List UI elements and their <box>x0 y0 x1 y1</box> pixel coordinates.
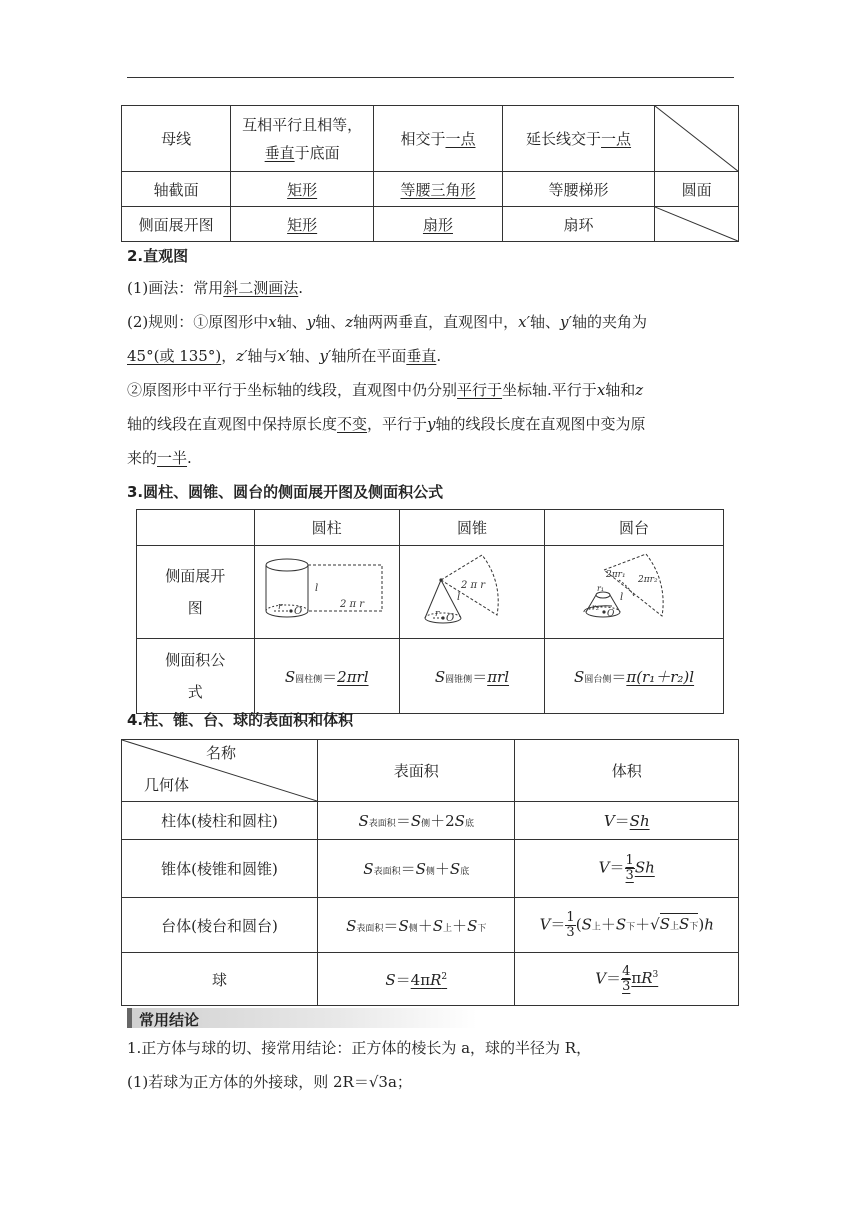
table-cell <box>231 207 374 242</box>
text: 轴的夹角为 <box>571 313 647 331</box>
svg-text:O: O <box>607 609 615 619</box>
table-row <box>122 106 739 172</box>
paragraph <box>127 1064 737 1100</box>
paragraph <box>127 304 737 340</box>
subscript: 圆柱侧 <box>295 674 323 685</box>
text: 轴所在平面 <box>331 347 407 365</box>
text: 轴两两垂直，直观图中， <box>353 313 519 331</box>
answer: 平行于 <box>457 381 503 399</box>
formula-cell: V＝ $\frac{1}{3}$ Sh <box>515 840 739 898</box>
formula-cell: V＝ $\frac{1}{3}$ (S上＋S下＋√S上S下)h <box>515 898 739 953</box>
table-row <box>122 172 739 207</box>
text: 轴的线段在直观图中保持原长度 <box>127 415 338 433</box>
lateral-area-table <box>136 509 724 714</box>
text: 轴的线段长度在直观图中变为原 <box>435 415 646 433</box>
formula-cell: S表面积＝S侧＋2S底 <box>318 802 515 840</box>
svg-text:2πr₂: 2πr₂ <box>638 575 658 585</box>
conclusion-bar <box>127 1008 477 1028</box>
solids-table <box>121 105 739 242</box>
var: S <box>434 667 446 686</box>
text: 轴与 <box>247 347 278 365</box>
text: 侧面积公 <box>165 651 226 669</box>
table-cell <box>374 106 503 172</box>
table-cell <box>231 106 374 172</box>
text: 轴、 <box>276 313 307 331</box>
header-top: 名称 <box>206 744 237 762</box>
var: x <box>596 381 606 399</box>
cell-text: 互相平行且相等， <box>242 115 363 134</box>
var: S <box>574 667 585 686</box>
text: 1.正方体与球的切、接常用结论：正方体的棱长为 a，球的半径为 R， <box>127 1039 592 1057</box>
text: ＝ <box>322 667 338 686</box>
text: ＝ <box>611 667 627 686</box>
conclusion-title: 常用结论 <box>139 1011 200 1029</box>
table-cell <box>502 106 654 172</box>
text: 图 <box>187 599 203 617</box>
text: (1)若球为正方体的外接球，则 2R＝√3a； <box>127 1073 412 1091</box>
col-header: 表面积 <box>318 740 515 802</box>
diagonal-cell <box>655 207 739 242</box>
formula-cell: $S=4\pi R^2$ <box>318 953 515 1006</box>
row-label: 轴截面 <box>122 172 231 207</box>
cone-figure <box>399 546 544 639</box>
answer: πrl <box>487 667 510 686</box>
cell-answer: 矩形 <box>287 180 318 199</box>
table-cell: 圆面 <box>655 172 739 207</box>
row-label: 球 <box>122 953 318 1006</box>
text: 侧面展开 <box>165 567 226 585</box>
table-row <box>122 802 739 840</box>
answer: 斜二测画法 <box>223 279 299 297</box>
top-rule <box>127 77 734 78</box>
section-heading: 2.直观图 <box>127 247 189 265</box>
table-cell: 扇环 <box>502 207 654 242</box>
table-row <box>122 207 739 242</box>
cone-net-icon <box>407 550 537 630</box>
answer: 不变 <box>337 415 368 433</box>
cell-answer: 一点 <box>445 130 476 148</box>
paragraph <box>127 270 737 306</box>
diagonal-header <box>122 740 318 802</box>
frustum-figure <box>545 546 724 639</box>
table-cell: 等腰梯形 <box>502 172 654 207</box>
text: ＝ <box>472 667 488 686</box>
table-row <box>122 740 739 802</box>
header-bottom: 几何体 <box>144 776 190 794</box>
cell-answer: 一点 <box>601 130 632 148</box>
var: y <box>306 313 316 331</box>
text: (1)画法：常用 <box>127 279 224 297</box>
diagonal-cell <box>655 106 739 172</box>
table-row <box>122 840 739 898</box>
formula-cell: V＝Sh <box>515 802 739 840</box>
text: ②原图形中平行于坐标轴的线段，直观图中仍分别 <box>127 381 458 399</box>
section-heading: 4.柱、锥、台、球的表面积和体积 <box>127 711 354 729</box>
svg-text:O: O <box>293 605 302 617</box>
formula-cell: S表面积＝S侧＋S底 <box>318 840 515 898</box>
row-label <box>137 546 255 639</box>
text: 式 <box>187 683 203 701</box>
col-header: 体积 <box>515 740 739 802</box>
cell-text: 于底面 <box>294 143 340 162</box>
cell-answer: 垂直 <box>264 143 295 162</box>
answer: 垂直 <box>406 347 437 365</box>
svg-text:r: r <box>434 609 440 619</box>
var: y <box>427 415 436 433</box>
text: 轴、 <box>289 347 320 365</box>
paragraph <box>127 338 737 374</box>
subscript: 圆台侧 <box>584 674 612 685</box>
cell-answer: 扇形 <box>422 215 453 234</box>
row-label: 侧面展开图 <box>122 207 231 242</box>
svg-text:r: r <box>277 601 282 612</box>
text: 轴、 <box>315 313 346 331</box>
row-label: 台体(棱台和圆台) <box>122 898 318 953</box>
var: x <box>268 313 277 331</box>
text: 轴和 <box>605 381 636 399</box>
answer: 一半 <box>157 449 188 467</box>
table-row <box>122 898 739 953</box>
text: ，平行于 <box>367 415 428 433</box>
cylinder-net-icon <box>262 553 392 628</box>
area-volume-table <box>121 739 739 1006</box>
formula-cell: V＝ $\frac{4}{3}$ $\pi R^3$ <box>515 953 739 1006</box>
table-row <box>137 546 724 639</box>
var: x′ <box>518 313 531 331</box>
answer: 45°(或 135°) <box>127 347 222 365</box>
table-row <box>137 510 724 546</box>
paragraph <box>127 440 737 476</box>
answer: 2πrl <box>337 667 369 686</box>
table-cell <box>374 207 503 242</box>
section-heading: 3.圆柱、圆锥、圆台的侧面展开图及侧面积公式 <box>127 483 444 501</box>
frustum-net-icon <box>564 550 704 630</box>
cell-answer: 矩形 <box>287 215 318 234</box>
bar-marker <box>127 1008 132 1028</box>
paragraph <box>127 406 737 442</box>
answer: π(r₁＋r₂)l <box>626 667 695 686</box>
paragraph <box>127 1030 737 1066</box>
cell-text: 延长线交于 <box>526 130 602 148</box>
svg-text:l: l <box>456 592 461 603</box>
formula-cell: S表面积＝S侧＋S上＋S下 <box>318 898 515 953</box>
svg-text:l: l <box>314 582 318 594</box>
svg-text:r₂: r₂ <box>592 603 600 612</box>
table-cell <box>231 172 374 207</box>
cell-text: 相交于 <box>400 130 446 148</box>
cylinder-figure <box>254 546 399 639</box>
svg-text:l: l <box>620 592 624 603</box>
svg-text:2πr₁: 2πr₁ <box>606 570 626 580</box>
table-cell <box>137 510 255 546</box>
text: . <box>298 279 304 297</box>
svg-text:2 π r: 2 π r <box>339 598 364 610</box>
var: z <box>345 313 354 331</box>
col-header: 圆台 <box>545 510 724 546</box>
row-label: 柱体(棱柱和圆柱) <box>122 802 318 840</box>
var: y′ <box>560 313 572 331</box>
table-cell <box>374 172 503 207</box>
text: (2)规则：①原图形中 <box>127 313 269 331</box>
var: x′ <box>277 347 290 365</box>
row-label: 母线 <box>122 106 231 172</box>
svg-text:r₁: r₁ <box>597 584 605 593</box>
svg-text:O: O <box>445 613 455 624</box>
text: ， <box>221 347 237 365</box>
col-header: 圆锥 <box>399 510 544 546</box>
var: z <box>635 381 644 399</box>
row-label: 锥体(棱锥和圆锥) <box>122 840 318 898</box>
svg-text:2 π r: 2 π r <box>460 580 486 591</box>
subscript: 圆锥侧 <box>445 674 473 685</box>
var: z′ <box>236 347 248 365</box>
text: . <box>187 449 192 467</box>
paragraph <box>127 372 737 408</box>
text: 轴、 <box>530 313 561 331</box>
col-header: 圆柱 <box>254 510 399 546</box>
text: . <box>436 347 442 365</box>
var: y′ <box>319 347 332 365</box>
cell-answer: 等腰三角形 <box>400 180 476 199</box>
table-row <box>122 953 739 1006</box>
text: 坐标轴.平行于 <box>502 381 597 399</box>
text: 来的 <box>127 449 158 467</box>
var: S <box>284 667 296 686</box>
